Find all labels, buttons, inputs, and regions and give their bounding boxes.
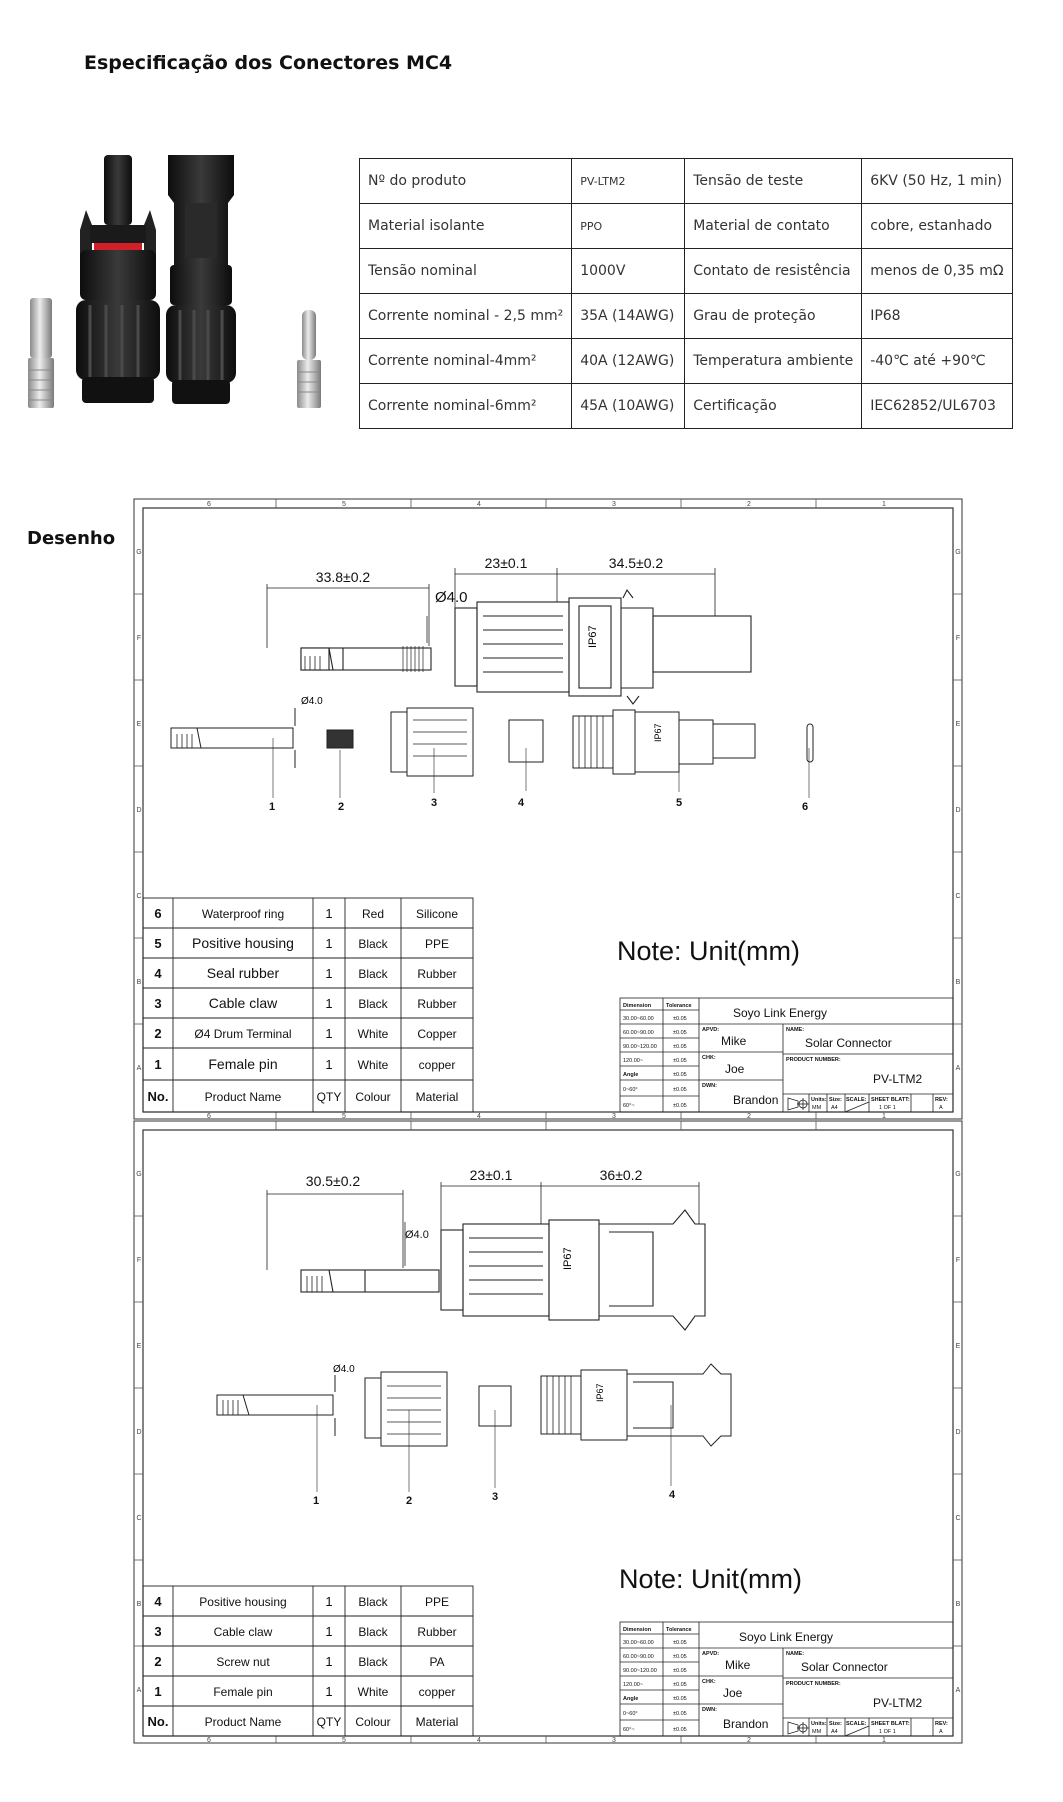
spec-cell: Corrente nominal-4mm² [360,339,572,384]
bom-cell: 1 [154,1684,162,1699]
tolerance-cell: ±0.05 [673,1016,687,1022]
border-row-label: A [955,1065,961,1072]
tolerance-header: Tolerance [666,1627,692,1633]
part-number: 1 [268,801,276,813]
bom-cell: Waterproof ring [201,907,285,921]
company-name: Soyo Link Energy [739,1630,834,1644]
border-row-label: D [136,1429,142,1436]
spec-cell: PV-LTM2 [572,159,685,204]
tolerance-cell: 30.00~60.00 [623,1640,654,1646]
bom-cell: White [357,1027,389,1041]
drawing-sheet-2 [133,1120,963,1744]
border-col-label: 3 [612,1113,616,1120]
sheet-label: SHEET BLATT: [871,1097,910,1103]
bom-cell: White [357,1058,389,1072]
apvd-label: APVD: [702,1651,720,1657]
spec-cell: Material isolante [360,204,572,249]
bom-cell: 1 [154,1057,162,1072]
tolerance-cell: 120.00~ [623,1058,644,1064]
bom-cell: Female pin [213,1685,273,1699]
product-number-label: PRODUCT NUMBER: [786,1057,841,1063]
tolerance-cell: ±0.05 [673,1044,687,1050]
bom-header: Colour [355,1715,391,1729]
dimension-label: Ø4.0 [435,589,468,606]
bom-cell: 1 [325,966,333,981]
table-row [360,159,1013,204]
tolerance-cell: ±0.05 [673,1072,687,1078]
part-number: 6 [801,801,809,813]
positive-connector-photo [76,155,160,403]
tolerance-cell: ±0.05 [673,1668,687,1674]
bom-cell: Rubber [417,1625,457,1639]
border-row-label: G [136,549,142,556]
ip-rating-label: IP67 [562,1247,574,1270]
border-col-label: 2 [747,1113,751,1120]
border-col-label: 6 [207,501,211,508]
bom-cell: Screw nut [216,1655,270,1669]
bom-cell: Positive housing [192,935,294,951]
size-value: A4 [831,1105,838,1111]
tolerance-cell: ±0.05 [673,1727,687,1733]
product-number: PV-LTM2 [873,1696,923,1710]
border-row-label: G [955,1171,961,1178]
border-col-label: 3 [612,501,616,508]
bom-cell: 1 [325,1684,333,1699]
bom-cell: 4 [154,966,162,981]
bom-cell: 1 [325,936,333,951]
border-row-label: C [136,893,142,900]
bom-cell: Positive housing [199,1595,287,1609]
tolerance-header: Dimension [623,1003,652,1009]
tolerance-cell: 0~60° [623,1087,638,1093]
chk-value: Joe [725,1062,745,1076]
spec-cell: PPO [572,204,685,249]
chk-label: CHK: [702,1055,716,1061]
border-row-label: B [136,979,142,986]
border-row-label: C [955,1515,961,1522]
dwn-value: Brandon [723,1717,769,1731]
drawing-heading: Desenho [27,528,116,549]
border-row-label: A [136,1687,142,1694]
bom-cell: Black [358,1595,388,1609]
border-row-label: F [955,1257,961,1264]
units-label: Units: [811,1721,827,1727]
bom-cell: Female pin [208,1056,278,1072]
scale-label: SCALE: [846,1721,867,1727]
sheet-value: 1 OF 1 [879,1105,896,1111]
tolerance-cell: 120.00~ [623,1682,644,1688]
dimension-label: 34.5±0.2 [608,555,664,571]
spec-cell: Corrente nominal - 2,5 mm² [360,294,572,339]
spec-cell: Grau de proteção [685,294,862,339]
bom-cell: Black [358,1625,388,1639]
spec-cell: -40℃ até +90℃ [862,339,1012,384]
border-row-label: F [136,1257,142,1264]
size-label: Size: [829,1721,842,1727]
tolerance-cell: ±0.05 [673,1654,687,1660]
sheet-value: 1 OF 1 [879,1729,896,1735]
rev-label: REV: [935,1721,948,1727]
border-row-label: E [136,721,142,728]
bom-cell: 1 [325,1594,333,1609]
bom-cell: Cable claw [208,995,278,1011]
border-col-label: 4 [477,1113,481,1120]
bom-cell: PA [429,1655,445,1669]
border-row-label: B [955,979,961,986]
border-row-label: B [955,1601,961,1608]
apvd-value: Mike [721,1034,747,1048]
border-col-label: 5 [342,1737,346,1744]
rev-value: A [939,1105,943,1111]
part-number: 1 [312,1495,320,1507]
product-number: PV-LTM2 [873,1072,923,1086]
tolerance-cell: ±0.05 [673,1087,687,1093]
size-label: Size: [829,1097,842,1103]
spec-cell: IP68 [862,294,1012,339]
bom-cell: 1 [325,996,333,1011]
apvd-label: APVD: [702,1027,720,1033]
spec-cell: Temperatura ambiente [685,339,862,384]
bom-cell: Copper [417,1027,457,1041]
company-name: Soyo Link Energy [733,1006,828,1020]
spec-cell: Tensão de teste [685,159,862,204]
dwn-value: Brandon [733,1093,779,1107]
dimension-label: 23±0.1 [469,1167,513,1183]
spec-cell: Material de contato [685,204,862,249]
border-col-label: 6 [207,1737,211,1744]
tolerance-cell: 0~60° [623,1711,638,1717]
negative-connector-photo [166,155,236,404]
bom-cell: Silicone [415,907,459,921]
table-row [360,384,1013,429]
tolerance-cell: 90.00~120.00 [623,1044,657,1050]
border-col-label: 5 [342,1113,346,1120]
bom-cell: Seal rubber [206,965,280,981]
name-label: NAME: [786,1027,805,1033]
spec-cell: Certificação [685,384,862,429]
bom-cell: Rubber [417,967,457,981]
bom-cell: Black [358,967,388,981]
part-number: 4 [668,1489,676,1501]
tolerance-cell: ±0.05 [673,1030,687,1036]
connector-photo [20,155,350,455]
dwn-label: DWN: [702,1707,717,1713]
spec-cell: Contato de resistência [685,249,862,294]
tolerance-cell: 60.00~90.00 [623,1654,654,1660]
spec-cell: 1000V [572,249,685,294]
border-col-label: 3 [612,1737,616,1744]
bom-cell: 2 [154,1026,162,1041]
border-col-label: 5 [342,501,346,508]
female-pin-photo [28,298,54,408]
border-row-label: D [136,807,142,814]
dimension-label: 30.5±0.2 [305,1173,361,1189]
border-col-label: 4 [477,501,481,508]
page-title: Especificação dos Conectores MC4 [84,52,453,74]
border-col-label: 2 [747,1737,751,1744]
spec-cell: Tensão nominal [360,249,572,294]
bom-cell: 1 [325,1057,333,1072]
rev-label: REV: [935,1097,948,1103]
bom-cell: PPE [424,937,450,951]
chk-value: Joe [723,1686,743,1700]
border-row-label: E [955,721,961,728]
spec-cell: 40A (12AWG) [572,339,685,384]
bom-cell: 2 [154,1654,162,1669]
scale-label: SCALE: [846,1097,867,1103]
border-row-label: C [955,893,961,900]
bom-cell: copper [418,1058,456,1072]
sheet-label: SHEET BLATT: [871,1721,910,1727]
table-row [360,294,1013,339]
border-row-label: G [955,549,961,556]
dimension-label: 23±0.1 [484,555,528,571]
chk-label: CHK: [702,1679,716,1685]
tolerance-cell: ±0.05 [673,1103,687,1109]
part-number: 3 [491,1491,499,1503]
product-number-label: PRODUCT NUMBER: [786,1681,841,1687]
bom-header: Product Name [204,1715,282,1729]
dimension-label: Ø4.0 [333,1364,355,1375]
product-name: Solar Connector [805,1036,892,1050]
ip-rating-label: IP67 [653,723,663,742]
bom-cell: PPE [424,1595,450,1609]
part-number: 4 [517,797,525,809]
apvd-value: Mike [725,1658,751,1672]
units-label: Units: [811,1097,827,1103]
tolerance-cell: Angle [623,1072,639,1078]
border-row-label: E [136,1343,142,1350]
spec-cell: cobre, estanhado [862,204,1012,249]
border-row-label: D [955,1429,961,1436]
product-name: Solar Connector [801,1660,888,1674]
bom-header: Material [415,1090,459,1104]
spec-table [359,158,1013,429]
tolerance-header: Tolerance [666,1003,692,1009]
bom-cell: 1 [325,906,333,921]
ip-rating-label: IP67 [587,625,599,648]
bom-cell: 1 [325,1624,333,1639]
border-col-label: 4 [477,1737,481,1744]
unit-note: Note: Unit(mm) [617,936,801,966]
tolerance-cell: 60.00~90.00 [623,1030,654,1036]
part-number: 2 [405,1495,413,1507]
male-pin-photo [297,310,321,408]
bom-cell: Black [358,1655,388,1669]
border-row-label: G [136,1171,142,1178]
bom-cell: 6 [154,906,162,921]
tolerance-cell: 90.00~120.00 [623,1668,657,1674]
size-value: A4 [831,1729,838,1735]
tolerance-cell: ±0.05 [673,1711,687,1717]
rev-value: A [939,1729,943,1735]
bom-cell: White [357,1685,389,1699]
border-col-label: 6 [207,1113,211,1120]
table-row [360,204,1013,249]
tolerance-cell: Angle [623,1696,639,1702]
bom-cell: Rubber [417,997,457,1011]
spec-cell: 35A (14AWG) [572,294,685,339]
bom-cell: Black [358,937,388,951]
spec-cell: 45A (10AWG) [572,384,685,429]
drawing-sheet-1 [133,498,963,1120]
bom-cell: 5 [154,936,162,951]
bom-cell: copper [418,1685,456,1699]
border-col-label: 2 [747,501,751,508]
dimension-label: Ø4.0 [405,1229,429,1241]
bom-header: Material [415,1715,459,1729]
tolerance-cell: ±0.05 [673,1640,687,1646]
border-row-label: B [136,1601,142,1608]
bom-cell: 1 [325,1654,333,1669]
table-row [360,339,1013,384]
tolerance-header: Dimension [623,1627,652,1633]
border-row-label: D [955,807,961,814]
dwn-label: DWN: [702,1083,717,1089]
tolerance-cell: ±0.05 [673,1058,687,1064]
spec-cell: 6KV (50 Hz, 1 min) [862,159,1012,204]
part-number: 3 [430,797,438,809]
tolerance-cell: ±0.05 [673,1682,687,1688]
table-row [360,249,1013,294]
border-col-label: 1 [882,1737,886,1744]
bom-cell: 4 [154,1594,162,1609]
bom-cell: Cable claw [213,1625,273,1639]
bom-header: Colour [355,1090,391,1104]
bom-cell: Red [361,907,385,921]
tolerance-cell: 60°~ [623,1727,635,1733]
spec-cell: Corrente nominal-6mm² [360,384,572,429]
bom-cell: Black [358,997,388,1011]
border-row-label: E [955,1343,961,1350]
bom-header: Product Name [204,1090,282,1104]
bom-cell: Ø4 Drum Terminal [194,1027,292,1041]
tolerance-cell: 60°~ [623,1103,635,1109]
dimension-label: 33.8±0.2 [315,569,371,585]
units-value: MM [812,1105,822,1111]
unit-note: Note: Unit(mm) [619,1564,803,1594]
name-label: NAME: [786,1651,805,1657]
part-number: 2 [337,801,345,813]
part-number: 5 [675,797,683,809]
bom-header: No. [147,1089,169,1104]
spec-cell: Nº do produto [360,159,572,204]
tolerance-cell: 30.00~60.00 [623,1016,654,1022]
border-col-label: 1 [882,501,886,508]
border-col-label: 1 [882,1113,886,1120]
border-row-label: A [136,1065,142,1072]
spec-cell: IEC62852/UL6703 [862,384,1012,429]
border-row-label: F [136,635,142,642]
bom-header: QTY [316,1715,342,1729]
bom-cell: 3 [154,996,162,1011]
ip-rating-label: IP67 [595,1383,605,1402]
bom-cell: 1 [325,1026,333,1041]
units-value: MM [812,1729,822,1735]
border-row-label: A [955,1687,961,1694]
bom-header: No. [147,1714,169,1729]
bom-cell: 3 [154,1624,162,1639]
spec-cell: menos de 0,35 mΩ [862,249,1012,294]
bom-header: QTY [316,1090,342,1104]
border-row-label: F [955,635,961,642]
dimension-label: 36±0.2 [599,1167,643,1183]
dimension-label: Ø4.0 [301,696,323,707]
tolerance-cell: ±0.05 [673,1696,687,1702]
border-row-label: C [136,1515,142,1522]
